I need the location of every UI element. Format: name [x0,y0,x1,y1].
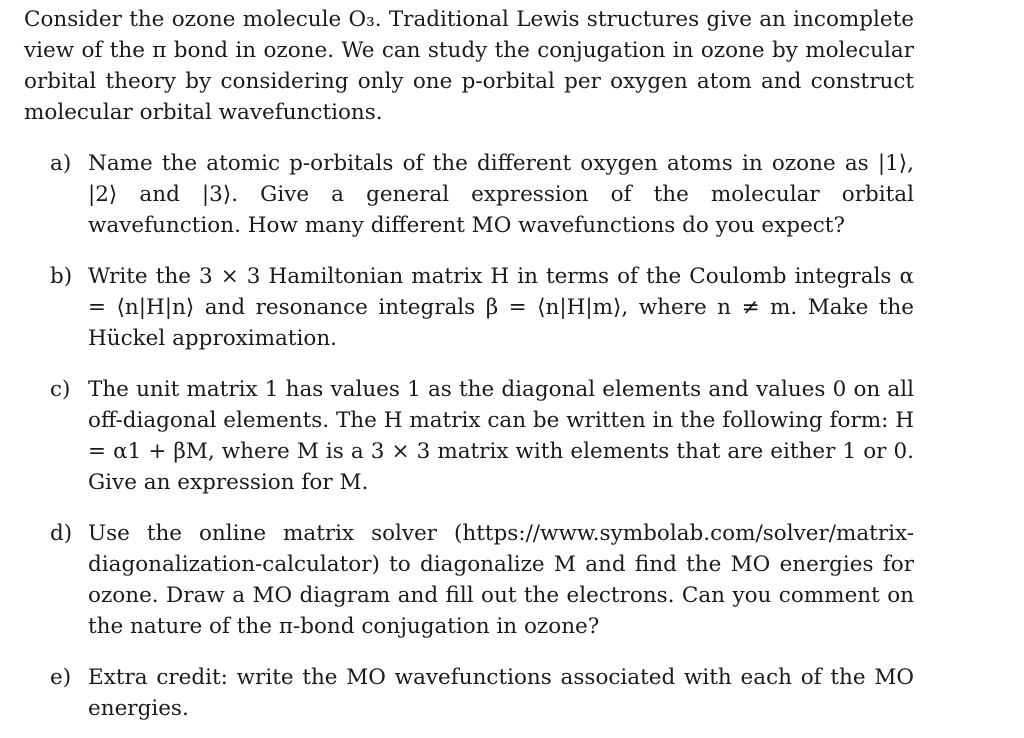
question-text: Name the atomic p-orbitals of the different oxygen atoms in ozone as |1⟩, |2⟩ and |3⟩. Give a general expression of the molecular orbital wavefunction. How many different MO wavefunctions do you expect? [88,151,914,238]
problem-document [24,4,914,724]
question-text: The unit matrix 1 has values 1 as the diagonal elements and values 0 on all off-diagonal elements. The H matrix can be written in the following form: H = α1 + βM, where M is a 3 × 3 matrix with elements that are either 1 or 0. Give an expression for M. [88,377,914,495]
question-d [24,518,914,642]
question-a [24,148,914,241]
intro-paragraph: Consider the ozone molecule O₃. Traditional Lewis structures give an incomplete view of the π bond in ozone. We can study the conjugation in ozone by molecular orbital theory by considering only one p-orbital per oxygen atom and construct molecular orbital wavefunctions. [24,7,914,125]
question-label: c) [50,377,71,402]
question-label: e) [50,665,72,690]
question-list [24,148,914,724]
question-text: Extra credit: write the MO wavefunctions associated with each of the MO energies. [88,665,914,721]
question-text: Use the online matrix solver (https://www.symbolab.com/solver/matrix-diagonalization-calculator) to diagonalize M and find the MO energies for ozone. Draw a MO diagram and fill out the electrons. Can you comment on the nature of the π-bond conjugation in ozone? [88,521,914,639]
question-b [24,261,914,354]
question-label: a) [50,151,72,176]
question-text: Write the 3 × 3 Hamiltonian matrix H in terms of the Coulomb integrals α = ⟨n|H|n⟩ and resonance integrals β = ⟨n|H|m⟩, where n ≠ m. Make the Hückel approximation. [88,264,914,351]
question-e [24,662,914,724]
question-label: d) [50,521,73,546]
question-label: b) [50,264,73,289]
question-c [24,374,914,498]
